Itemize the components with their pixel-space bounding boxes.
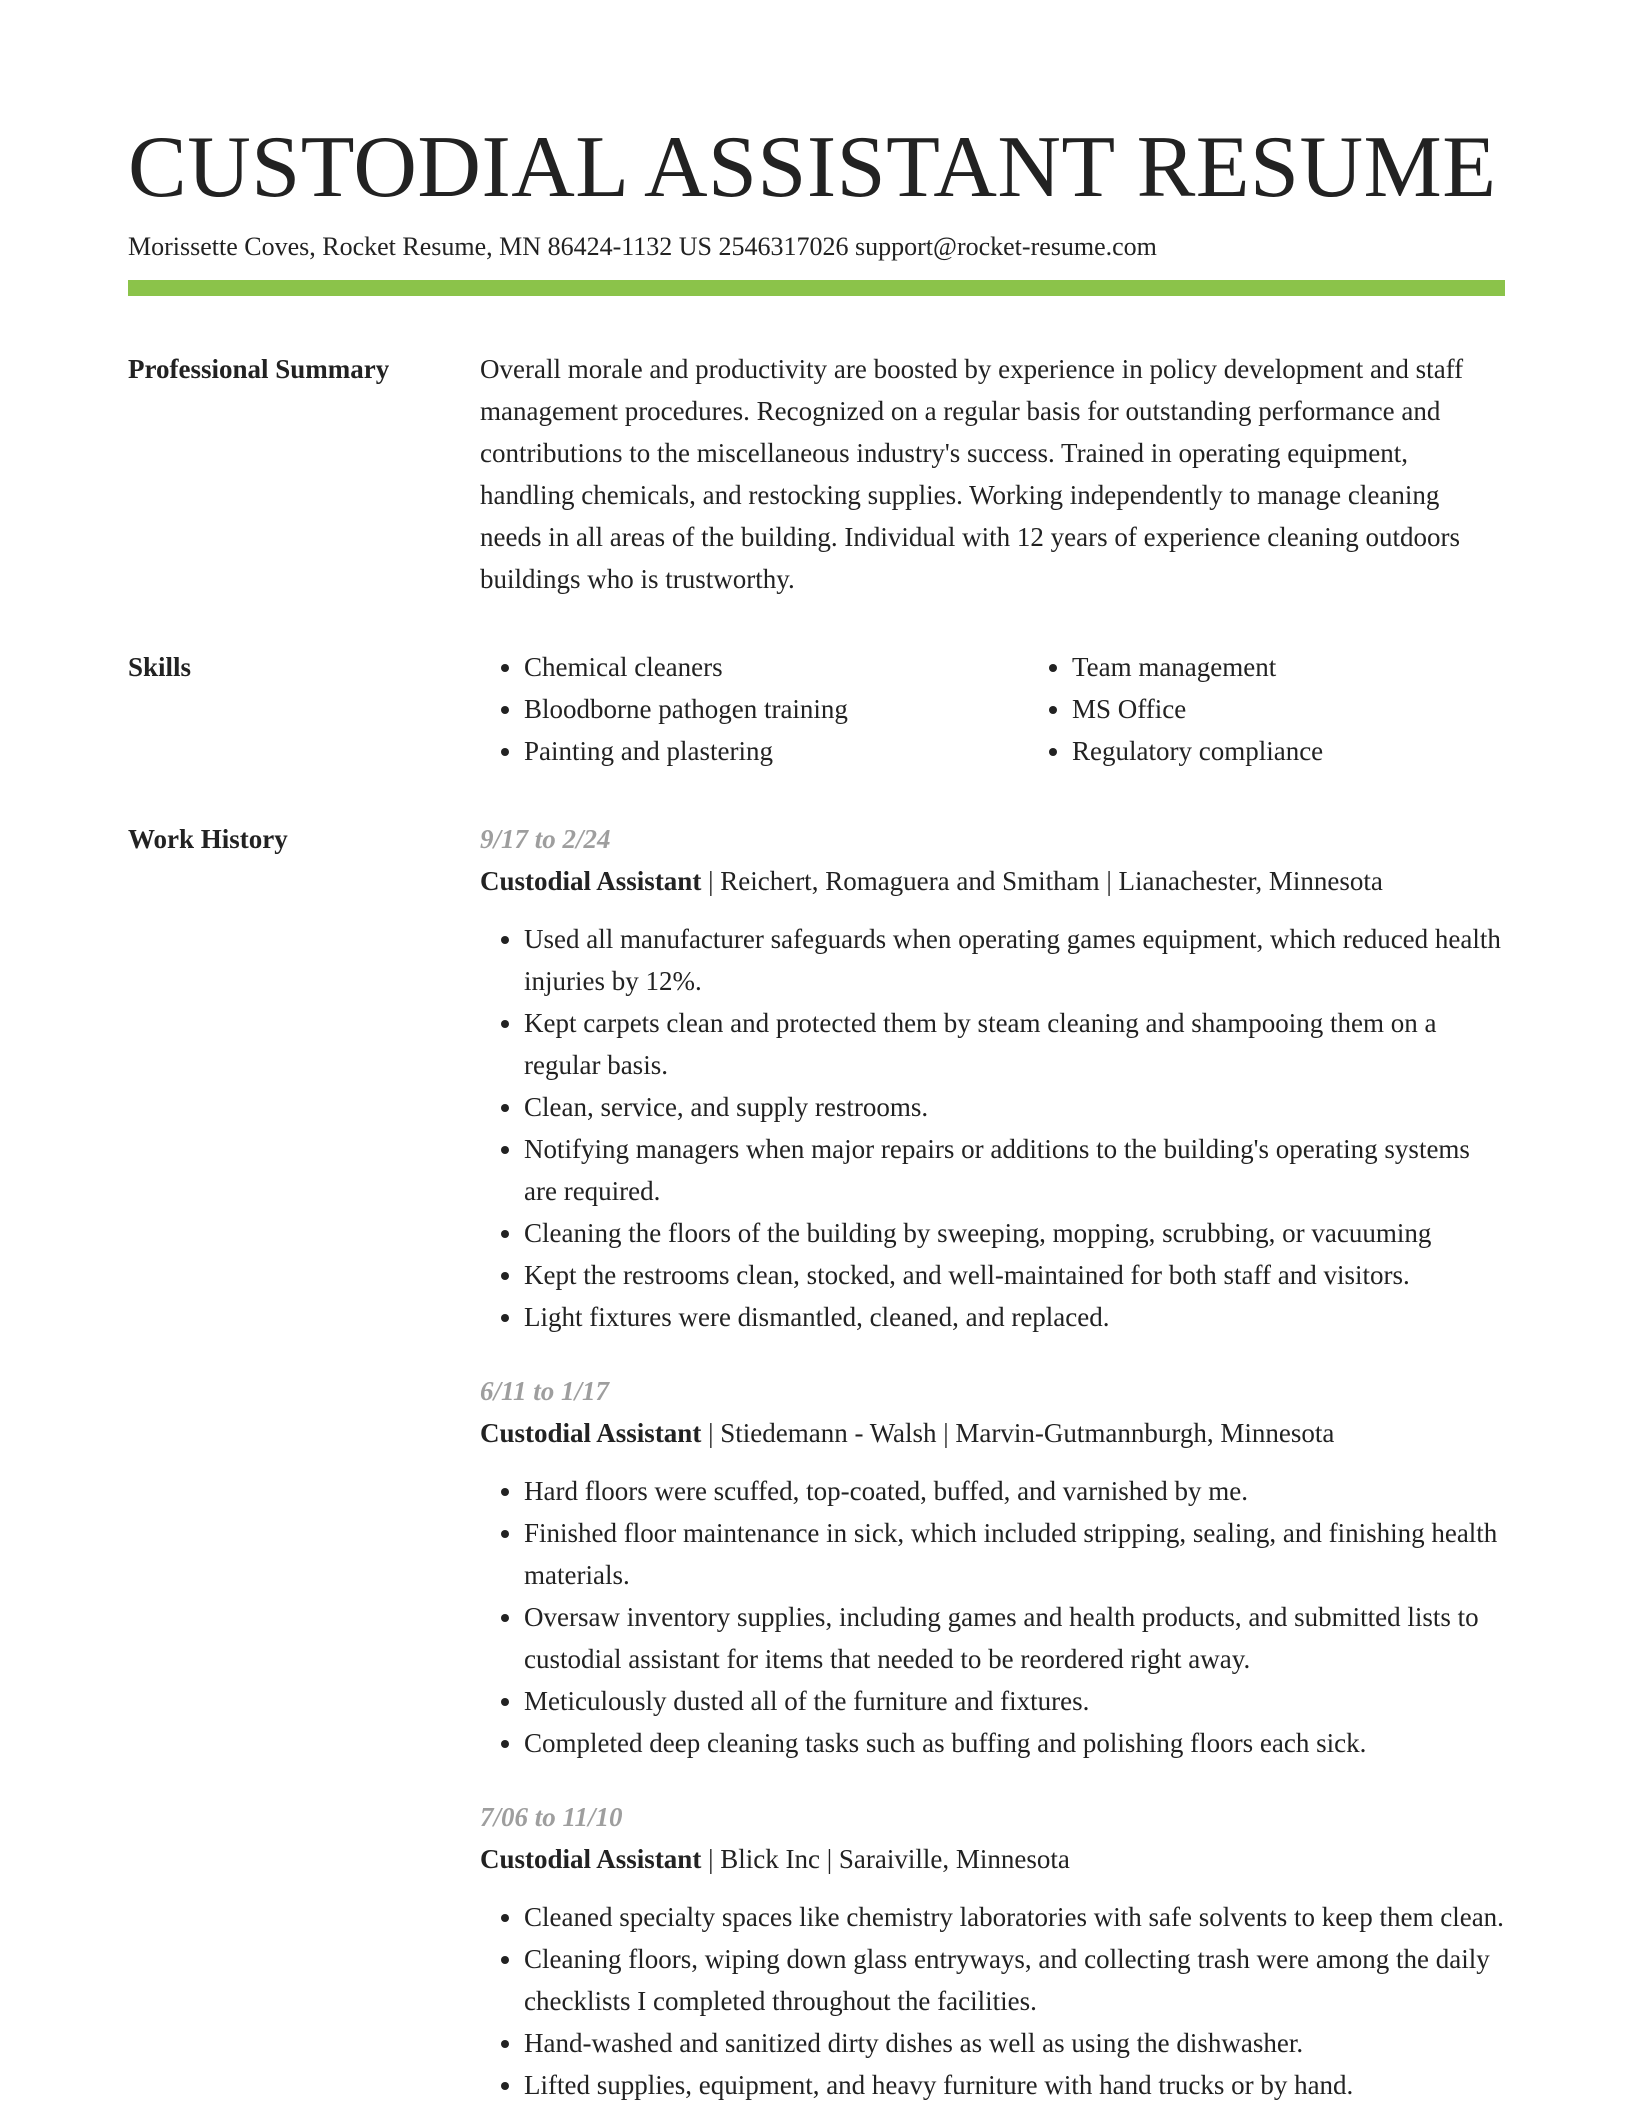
- job-bullet: • Hard floors were scuffed, top-coated, buffed, and varnished by me.: [524, 1470, 1505, 1512]
- job-bullets: [480, 1470, 1505, 1764]
- job-bullet: • Completed deep cleaning tasks such as buffing and polishing floors each sick.: [524, 1722, 1505, 1764]
- job-bullet: • Oversaw inventory supplies, including games and health products, and submitted lists to custodial assistant for items that needed to be reordered right away.: [524, 1596, 1505, 1680]
- job-bullet: • Finished floor maintenance in sick, which included stripping, sealing, and finishing health materials.: [524, 1512, 1505, 1596]
- job-bullet: • Cleaned specialty spaces like chemistry laboratories with safe solvents to keep them clean.: [524, 1896, 1505, 1938]
- job-bullet: • Clean, service, and supply restrooms.: [524, 1086, 1505, 1128]
- job-entry: [480, 818, 1505, 1338]
- skills-list-right: [1028, 646, 1576, 772]
- job-bullet: • Kept carpets clean and protected them by steam cleaning and shampooing them on a regular basis.: [524, 1002, 1505, 1086]
- job-entry: [480, 1796, 1505, 2106]
- resume-page: [128, 118, 1505, 2106]
- job-title: Custodial Assistant: [480, 1418, 702, 1448]
- job-dates: 6/11 to 1/17: [480, 1376, 610, 1406]
- job-heading: [480, 1838, 1505, 1880]
- skill-item: • Painting and plastering: [524, 730, 1028, 772]
- contact-address: Morissette Coves, Rocket Resume, MN 86424-1132 US: [128, 232, 712, 261]
- summary-text: Overall morale and productivity are boosted by experience in policy development and staff management procedures. Recognized on a regular basis for outstanding performance and contributions to the miscellaneous industry's success. Trained in operating equipment, handling chemicals, and restocking supplies. Working independently to manage cleaning needs in all areas of the building. Individual with 12 years of experience cleaning outdoors buildings who is trustworthy.: [480, 354, 1464, 594]
- job-bullet: • Cleaning the floors of the building by sweeping, mopping, scrubbing, or vacuuming: [524, 1212, 1505, 1254]
- job-title: Custodial Assistant: [480, 1844, 702, 1874]
- job-title: Custodial Assistant: [480, 866, 702, 896]
- job-bullets: [480, 918, 1505, 1338]
- job-bullet: • Cleaning floors, wiping down glass entryways, and collecting trash were among the daily checklists I completed throughout the facilities.: [524, 1938, 1505, 2022]
- job-bullet: • Used all manufacturer safeguards when operating games equipment, which reduced health injuries by 12%.: [524, 918, 1505, 1002]
- summary-body: [480, 348, 1505, 600]
- resume-title: CUSTODIAL ASSISTANT RESUME: [128, 119, 1497, 216]
- skills-body: [480, 646, 1576, 772]
- job-dates: 7/06 to 11/10: [480, 1802, 623, 1832]
- contact-phone: 2546317026: [718, 232, 849, 261]
- job-entry: [480, 1370, 1505, 1764]
- job-details: | Stiedemann - Walsh | Marvin-Gutmannburgh, Minnesota: [701, 1418, 1335, 1448]
- job-heading: [480, 860, 1505, 902]
- summary-label: Professional Summary: [128, 354, 390, 384]
- contact-line: [128, 230, 1505, 264]
- job-details: | Reichert, Romaguera and Smitham | Lianachester, Minnesota: [701, 866, 1383, 896]
- summary-section: [128, 348, 1505, 600]
- skills-label: Skills: [128, 652, 192, 682]
- header-divider: [128, 280, 1505, 296]
- job-bullet: • Kept the restrooms clean, stocked, and well-maintained for both staff and visitors.: [524, 1254, 1505, 1296]
- job-bullet: • Meticulously dusted all of the furniture and fixtures.: [524, 1680, 1505, 1722]
- job-details: | Blick Inc | Saraiville, Minnesota: [701, 1844, 1070, 1874]
- job-bullet: • Notifying managers when major repairs or additions to the building's operating systems are required.: [524, 1128, 1505, 1212]
- job-bullet: • Light fixtures were dismantled, cleaned, and replaced.: [524, 1296, 1505, 1338]
- contact-email: support@rocket-resume.com: [855, 232, 1157, 261]
- skills-section: [128, 646, 1505, 772]
- skill-item: • Regulatory compliance: [1072, 730, 1576, 772]
- job-bullet: • Lifted supplies, equipment, and heavy furniture with hand trucks or by hand.: [524, 2064, 1505, 2106]
- skill-item: • Team management: [1072, 646, 1576, 688]
- skill-item: • Bloodborne pathogen training: [524, 688, 1028, 730]
- job-heading: [480, 1412, 1505, 1454]
- job-dates: 9/17 to 2/24: [480, 824, 611, 854]
- skills-list-left: [480, 646, 1028, 772]
- skill-item: • Chemical cleaners: [524, 646, 1028, 688]
- work-history-label: Work History: [128, 824, 288, 854]
- skill-item: • MS Office: [1072, 688, 1576, 730]
- job-bullets: [480, 1896, 1505, 2106]
- work-history-body: [480, 818, 1505, 2106]
- work-history-section: [128, 818, 1505, 2106]
- job-bullet: • Hand-washed and sanitized dirty dishes as well as using the dishwasher.: [524, 2022, 1505, 2064]
